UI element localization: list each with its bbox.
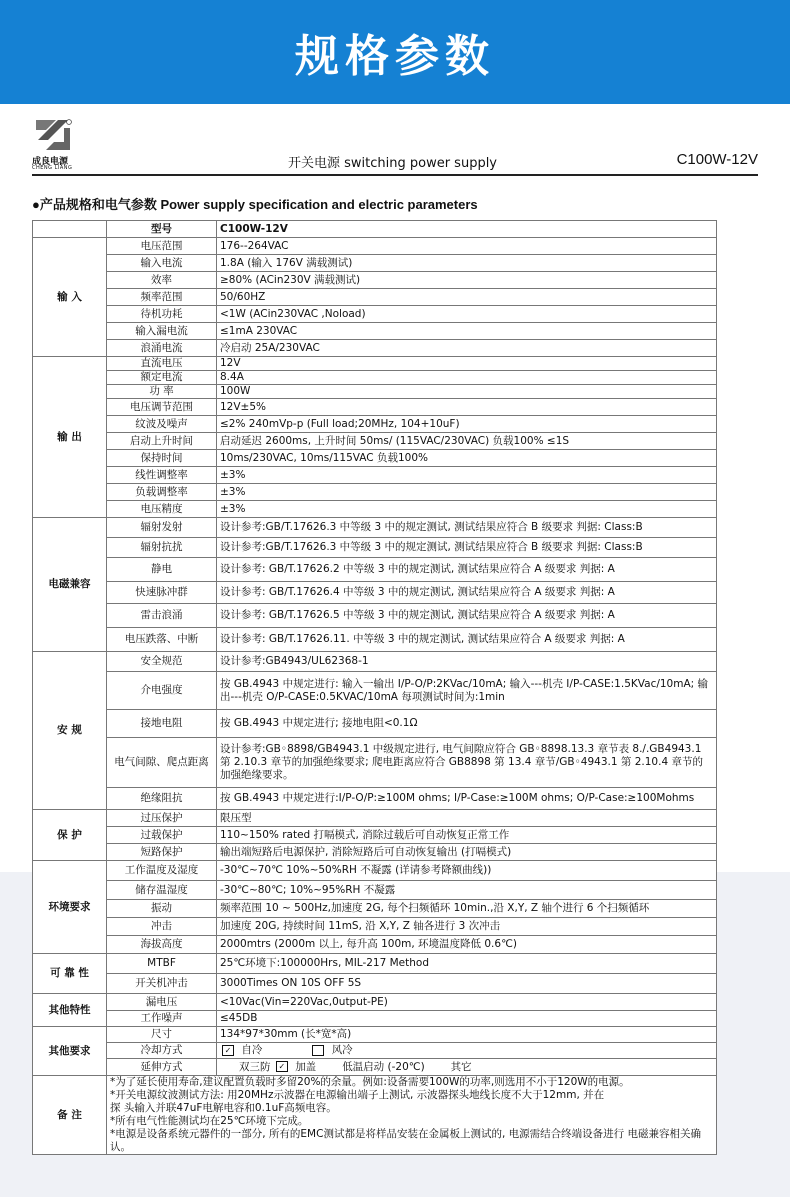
category-cell: 备 注 xyxy=(33,1076,107,1155)
param-value: ≤2% 240mVp-p (Full load;20MHz, 104+10uF) xyxy=(217,416,717,433)
param-value: ±3% xyxy=(217,484,717,501)
notes-cell xyxy=(107,1076,717,1155)
param-name: 静电 xyxy=(107,558,217,582)
param-value: 设计参考:GB◦8898/GB4943.1 中级规定进行, 电气间隙应符合 GB◦8898.13.3 章节表 8./.GB4943.1 第 2.10.3 章节的加强绝缘要求; 爬电距离应符合 GB8898 第 13.4 章节/GB◦4943.1 第 2.10.4 章节的加强绝缘要求。 xyxy=(217,738,717,788)
spec-row xyxy=(33,340,717,357)
param-value: 加速度 20G, 持续时间 11mS, 沿 X,Y, Z 轴各进行 3 次冲击 xyxy=(217,918,717,936)
param-name: 效率 xyxy=(107,272,217,289)
param-name: 振动 xyxy=(107,900,217,918)
param-name: 快速脉冲群 xyxy=(107,582,217,604)
spec-row xyxy=(33,844,717,861)
param-value: <10Vac(Vin=220Vac,0utput-PE) xyxy=(217,994,717,1011)
param-value: 10ms/230VAC, 10ms/115VAC 负载100% xyxy=(217,450,717,467)
spec-row xyxy=(33,399,717,416)
spec-row xyxy=(33,450,717,467)
param-value: 2000mtrs (2000m 以上, 每升高 100m, 环境温度降低 0.6℃) xyxy=(217,936,717,954)
param-value: 限压型 xyxy=(217,810,717,827)
param-value: 输出端短路后电源保护, 消除短路后可自动恢复输出 (打嗝模式) xyxy=(217,844,717,861)
param-name: 安全规范 xyxy=(107,652,217,672)
param-name: 过载保护 xyxy=(107,827,217,844)
spec-row xyxy=(33,433,717,450)
param-value: 启动延迟 2600ms, 上升时间 50ms/ (115VAC/230VAC) 负载100% ≤1S xyxy=(217,433,717,450)
param-name: 冷却方式 xyxy=(107,1043,217,1059)
category-cell: 输 入 xyxy=(33,238,107,357)
param-value: ≥80% (ACin230V 满载测试) xyxy=(217,272,717,289)
spec-row xyxy=(33,1011,717,1027)
option-self-cooling: 自冷 xyxy=(241,1044,263,1056)
param-name: 冲击 xyxy=(107,918,217,936)
spec-row xyxy=(33,357,717,371)
category-cell: 保 护 xyxy=(33,810,107,861)
option-fan-cooling: 风冷 xyxy=(331,1044,353,1056)
param-value: -30℃~80℃; 10%~95%RH 不凝露 xyxy=(217,881,717,900)
note-line: *为了延长使用寿命,建议配置负载时多留20%的余量。例如:设备需要100W的功率,则选用不小于120W的电源。 xyxy=(110,1076,630,1088)
note-line: 探 头输入并联47uF电解电容和0.1uF高频电容。 xyxy=(110,1102,337,1114)
spec-row xyxy=(33,710,717,738)
param-value: ≤1mA 230VAC xyxy=(217,323,717,340)
spec-row xyxy=(33,255,717,272)
param-value: 25℃环境下:100000Hrs, MIL-217 Method xyxy=(217,954,717,974)
option-cover: 加盖 xyxy=(295,1060,317,1073)
category-cell: 其他要求 xyxy=(33,1027,107,1076)
param-name: 工作温度及湿度 xyxy=(107,861,217,881)
spec-row xyxy=(33,371,717,385)
section-title: ●产品规格和电气参数 Power supply specification and electric parameters xyxy=(32,197,478,212)
param-value: 按 GB.4943 中规定进行; 接地电阻<0.1Ω xyxy=(217,710,717,738)
spec-row xyxy=(33,289,717,306)
spec-row xyxy=(33,467,717,484)
spec-row xyxy=(33,1027,717,1043)
spec-row xyxy=(33,974,717,994)
param-name: 海拔高度 xyxy=(107,936,217,954)
param-name: 纹波及噪声 xyxy=(107,416,217,433)
param-value: 设计参考: GB/T.17626.2 中等级 3 中的规定测试, 测试结果应符合 A 级要求 判据: A xyxy=(217,558,717,582)
param-name: 辐射发射 xyxy=(107,518,217,538)
param-name: 接地电阻 xyxy=(107,710,217,738)
param-name: 电气间隙、爬点距离 xyxy=(107,738,217,788)
param-name: 工作噪声 xyxy=(107,1011,217,1027)
category-cell: 可 靠 性 xyxy=(33,954,107,994)
spec-row xyxy=(33,827,717,844)
param-name: 电压精度 xyxy=(107,501,217,518)
spec-row xyxy=(33,416,717,433)
note-line: *电源是设备系统元器件的一部分, 所有的EMC测试都是将样品安装在金属板上测试的, 电源需结合终端设备进行 电磁兼容相关确认。 xyxy=(110,1128,701,1153)
notes-row xyxy=(33,1076,717,1155)
category-cell: 输 出 xyxy=(33,357,107,518)
option-other: 其它 xyxy=(450,1060,472,1073)
banner-title: 规格参数 xyxy=(295,31,495,82)
spec-row xyxy=(33,881,717,900)
param-value: 设计参考:GB4943/UL62368-1 xyxy=(217,652,717,672)
spec-row xyxy=(33,936,717,954)
header-product-line: 开关电源 switching power supply xyxy=(288,156,498,171)
option-conformal-coating: 双三防 xyxy=(239,1060,271,1073)
cooling-options xyxy=(217,1043,717,1059)
header-divider xyxy=(32,174,758,176)
checkbox-cover: ✓ xyxy=(276,1061,288,1072)
param-value: 8.4A xyxy=(217,371,717,385)
spec-row xyxy=(33,1043,717,1059)
document-header xyxy=(32,118,758,174)
param-value: 冷启动 25A/230VAC xyxy=(217,340,717,357)
param-name: 功 率 xyxy=(107,385,217,399)
spec-row xyxy=(33,582,717,604)
param-name: 开关机冲击 xyxy=(107,974,217,994)
param-name: 输入电流 xyxy=(107,255,217,272)
param-name: 启动上升时间 xyxy=(107,433,217,450)
spec-row xyxy=(33,1059,717,1076)
param-value: 100W xyxy=(217,385,717,399)
checkbox-fan-cooling xyxy=(312,1045,324,1056)
model-row xyxy=(33,221,717,238)
spec-row xyxy=(33,484,717,501)
param-name: 电压调节范围 xyxy=(107,399,217,416)
checkbox-self-cooling: ✓ xyxy=(222,1045,234,1056)
spec-row xyxy=(33,652,717,672)
spec-row xyxy=(33,628,717,652)
param-value: 按 GB.4943 中规定进行:I/P-O/P:≥100M ohms; I/P-Case:≥100M ohms; O/P-Case:≥100Mohms xyxy=(217,788,717,810)
param-name: 待机功耗 xyxy=(107,306,217,323)
param-value: 12V xyxy=(217,357,717,371)
param-name: 浪涌电流 xyxy=(107,340,217,357)
param-name: 额定电流 xyxy=(107,371,217,385)
logo-text-cn: 成良电源 xyxy=(32,157,69,167)
option-low-temp-start: 低温启动 (-20℃) xyxy=(342,1060,425,1073)
spec-row xyxy=(33,272,717,289)
spec-row xyxy=(33,861,717,881)
param-value: -30℃~70℃ 10%~50%RH 不凝露 (详请参考降额曲线)) xyxy=(217,861,717,881)
spec-row xyxy=(33,518,717,538)
param-name: 过压保护 xyxy=(107,810,217,827)
spec-row xyxy=(33,738,717,788)
param-name: 频率范围 xyxy=(107,289,217,306)
spec-row xyxy=(33,323,717,340)
banner xyxy=(0,0,790,104)
spec-row xyxy=(33,538,717,558)
category-cell: 电磁兼容 xyxy=(33,518,107,652)
spec-row xyxy=(33,954,717,974)
brand-logo xyxy=(32,118,92,172)
param-name: 绝缘阻抗 xyxy=(107,788,217,810)
note-line: *开关电源纹波测试方法: 用20MHz示波器在电源输出端子上测试, 示波器探头地线长度不大于12mm, 并在 xyxy=(110,1089,605,1101)
spec-row xyxy=(33,501,717,518)
param-value: 设计参考:GB/T.17626.3 中等级 3 中的规定测试, 测试结果应符合 B 级要求 判据: Class:B xyxy=(217,518,717,538)
param-name: 漏电压 xyxy=(107,994,217,1011)
param-value: 50/60HZ xyxy=(217,289,717,306)
param-value: 频率范围 10 ~ 500Hz,加速度 2G, 每个扫频循环 10min.,沿 X,Y, Z 轴个进行 6 个扫频循环 xyxy=(217,900,717,918)
param-name: 储存温湿度 xyxy=(107,881,217,900)
spec-row xyxy=(33,385,717,399)
param-value: 176--264VAC xyxy=(217,238,717,255)
category-cell: 安 规 xyxy=(33,652,107,810)
param-name: 短路保护 xyxy=(107,844,217,861)
param-name: 雷击浪涌 xyxy=(107,604,217,628)
param-name: 辐射抗扰 xyxy=(107,538,217,558)
category-cell: 环境要求 xyxy=(33,861,107,954)
param-value: 12V±5% xyxy=(217,399,717,416)
param-name: 延伸方式 xyxy=(107,1059,217,1076)
param-name: 介电强度 xyxy=(107,672,217,710)
spec-row xyxy=(33,306,717,323)
category-cell: 其他特性 xyxy=(33,994,107,1027)
spec-table xyxy=(32,220,717,1155)
logo-text-en: CHENG LIANG xyxy=(32,165,73,171)
spec-row xyxy=(33,672,717,710)
spec-row xyxy=(33,994,717,1011)
param-name: MTBF xyxy=(107,954,217,974)
model-value: C100W-12V xyxy=(217,221,717,238)
header-model: C100W-12V xyxy=(676,151,758,168)
param-name: 尺寸 xyxy=(107,1027,217,1043)
param-name: 电压范围 xyxy=(107,238,217,255)
param-value: <1W (ACin230VAC ,Noload) xyxy=(217,306,717,323)
spec-row xyxy=(33,900,717,918)
param-name: 电压跌落、中断 xyxy=(107,628,217,652)
param-value: 110~150% rated 打嗝模式, 消除过载后可自动恢复正常工作 xyxy=(217,827,717,844)
spec-row xyxy=(33,788,717,810)
param-value: 1.8A (输入 176V 满载测试) xyxy=(217,255,717,272)
param-name: 负载调整率 xyxy=(107,484,217,501)
param-value: ±3% xyxy=(217,501,717,518)
spec-row xyxy=(33,558,717,582)
param-value: 3000Times ON 10S OFF 5S xyxy=(217,974,717,994)
param-value: 134*97*30mm (长*宽*高) xyxy=(217,1027,717,1043)
spec-row xyxy=(33,604,717,628)
model-row-spacer xyxy=(33,221,107,238)
note-line: *所有电气性能测试均在25℃环境下完成。 xyxy=(110,1115,309,1127)
param-value: 设计参考:GB/T.17626.3 中等级 3 中的规定测试, 测试结果应符合 B 级要求 判据: Class:B xyxy=(217,538,717,558)
param-name: 直流电压 xyxy=(107,357,217,371)
spec-row xyxy=(33,810,717,827)
param-name: 保持时间 xyxy=(107,450,217,467)
spec-row xyxy=(33,918,717,936)
param-value: ±3% xyxy=(217,467,717,484)
extension-options xyxy=(217,1059,717,1076)
param-value: 设计参考: GB/T.17626.11. 中等级 3 中的规定测试, 测试结果应符合 A 级要求 判据: A xyxy=(217,628,717,652)
spec-row xyxy=(33,238,717,255)
param-value: ≤45DB xyxy=(217,1011,717,1027)
param-value: 设计参考: GB/T.17626.5 中等级 3 中的规定测试, 测试结果应符合 A 级要求 判据: A xyxy=(217,604,717,628)
param-name: 输入漏电流 xyxy=(107,323,217,340)
param-name: 线性调整率 xyxy=(107,467,217,484)
param-value: 设计参考: GB/T.17626.4 中等级 3 中的规定测试, 测试结果应符合 A 级要求 判据: A xyxy=(217,582,717,604)
model-label: 型号 xyxy=(107,221,217,238)
param-value: 按 GB.4943 中规定进行: 输入一输出 I/P-O/P:2KVac/10mA; 输入---机壳 I/P-CASE:1.5KVac/10mA; 输出---机壳 O/P-CASE:0.5KVAC/10mA 每项测试时间为:1min xyxy=(217,672,717,710)
logo-mark-icon xyxy=(34,118,72,152)
